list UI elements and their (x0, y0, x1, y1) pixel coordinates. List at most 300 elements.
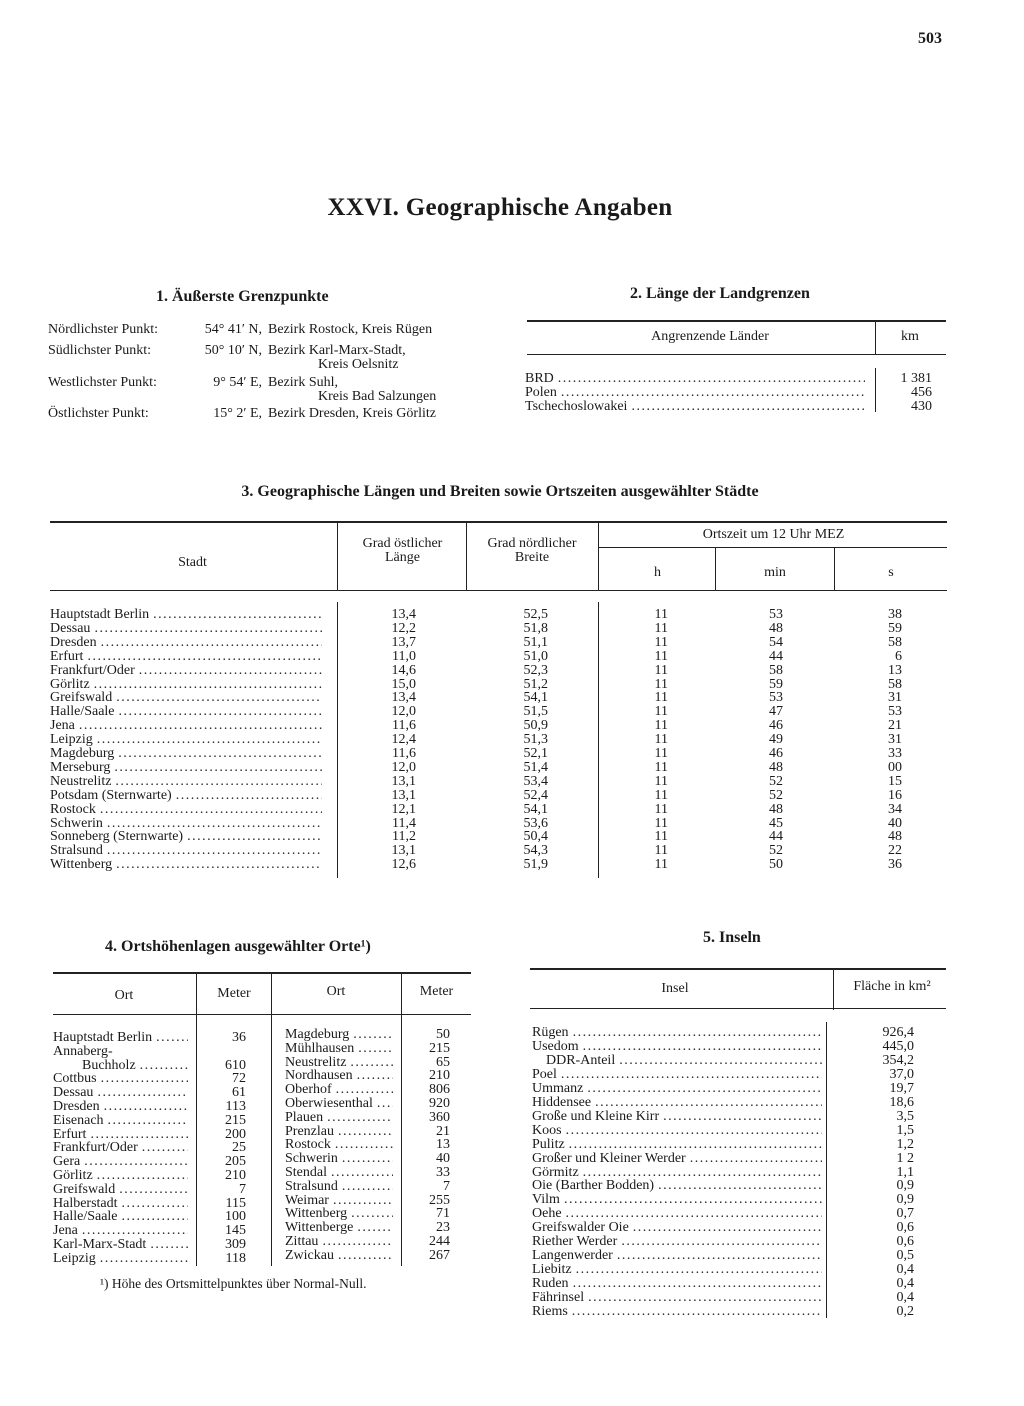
dot-leader (150, 1238, 188, 1252)
city-row-s: 58 (888, 634, 902, 650)
city-row-h: 11 (654, 787, 668, 803)
dot-leader (617, 1249, 822, 1263)
dot-leader (351, 1207, 393, 1221)
island-row-name-label: Greifswalder Oie (532, 1221, 629, 1236)
elevation-left-ort (53, 1128, 188, 1142)
city-row-lat: 50,9 (523, 718, 548, 734)
elevation-right-meter: 806 (429, 1082, 450, 1098)
dot-leader (118, 747, 322, 761)
city-row-name (50, 747, 322, 761)
dot-leader (338, 1249, 393, 1263)
city-row-h: 11 (654, 620, 668, 636)
section4-col-meter-left: Meter (217, 986, 251, 1001)
island-row-name-label: Usedom (532, 1039, 579, 1054)
extreme-point-place-sub: Kreis Oelsnitz (318, 357, 399, 372)
city-row-min: 53 (769, 690, 783, 706)
elevation-right-meter: 71 (436, 1206, 450, 1222)
dot-leader (187, 830, 322, 844)
elevation-left-meter: 36 (232, 1030, 246, 1045)
dot-leader (327, 1111, 393, 1125)
island-row-name-label: Riether Werder (532, 1235, 618, 1250)
city-row-h: 11 (654, 676, 668, 692)
elevation-right-ort (285, 1069, 393, 1083)
section4-top-rule (53, 972, 471, 974)
island-row-area: 0,2 (896, 1304, 914, 1319)
border-row-km: 456 (911, 385, 932, 400)
dot-leader (116, 691, 322, 705)
border-row-country-label: Tschechoslowakei (525, 400, 628, 414)
city-row-s: 58 (888, 676, 902, 692)
dot-leader (94, 622, 322, 636)
island-row-name (532, 1082, 822, 1096)
island-row-name-label: Fährinsel (532, 1291, 585, 1305)
city-row-lat: 54,1 (523, 690, 548, 706)
elevation-left-ort (53, 1252, 188, 1266)
dot-leader (108, 1114, 188, 1128)
dot-leader (156, 1031, 188, 1045)
elevation-right-ort-label: Oberwiesenthal (285, 1097, 373, 1111)
city-row-name-label: Wittenberg (50, 858, 113, 873)
island-row-area: 926,4 (882, 1025, 914, 1040)
island-row-area: 1,2 (896, 1136, 914, 1152)
section2-heading: 2. Länge der Landgrenzen (630, 285, 810, 302)
elevation-left-ort (53, 1114, 188, 1128)
city-row-name-label: Erfurt (50, 649, 84, 664)
elevation-right-meter: 65 (436, 1054, 450, 1070)
section3-col-s: s (888, 565, 894, 580)
elevation-right-ort (285, 1166, 393, 1180)
city-row-lon: 13,1 (391, 773, 416, 789)
island-row-area: 0,7 (896, 1206, 914, 1222)
island-row-area: 1 2 (896, 1150, 914, 1166)
city-row-h: 11 (654, 815, 668, 831)
city-row-name (50, 622, 322, 636)
elevation-right-ort-label: Zittau (285, 1235, 319, 1249)
island-row-area: 0,9 (896, 1178, 914, 1194)
elevation-right-ort-label: Zwickau (285, 1248, 334, 1263)
elevation-left-ort-label: Eisenach (53, 1113, 104, 1128)
elevation-left-ort (53, 1238, 188, 1252)
elevation-left-ort (53, 1183, 188, 1197)
island-row-name (532, 1193, 822, 1207)
city-row-s: 34 (888, 801, 902, 817)
island-row-name (532, 1277, 822, 1291)
island-row-name-label: Koos (532, 1123, 562, 1138)
elevation-right-ort (285, 1097, 393, 1111)
city-row-lat: 53,4 (523, 773, 548, 789)
dot-leader (377, 1097, 393, 1111)
elevation-left-ort-label: Frankfurt/Oder (53, 1141, 138, 1156)
city-row-name-label: Neustrelitz (50, 774, 112, 789)
city-row-name-label: Rostock (50, 802, 96, 817)
elevation-left-ort-label: Dresden (53, 1100, 100, 1114)
island-row-name (532, 1068, 822, 1082)
dot-leader (561, 386, 865, 400)
elevation-left-ort (53, 1155, 188, 1169)
extreme-point-place: Bezirk Dresden, Kreis Görlitz (268, 406, 436, 421)
city-row-lon: 11,2 (392, 829, 416, 845)
island-row-name (532, 1305, 822, 1319)
elevation-left-meter: 215 (225, 1112, 246, 1128)
city-row-name (50, 678, 322, 692)
dot-leader (122, 1210, 188, 1224)
city-row-lat: 52,5 (523, 607, 548, 622)
dot-leader (583, 1040, 822, 1054)
dot-leader (101, 1072, 188, 1086)
dot-leader (583, 1166, 822, 1180)
elevation-right-meter: 360 (429, 1109, 450, 1125)
elevation-left-meter: 7 (239, 1181, 246, 1197)
section3-top-rule (50, 521, 947, 523)
dot-leader (621, 1235, 822, 1249)
elevation-left-meter: 210 (225, 1168, 246, 1183)
city-row-min: 52 (769, 843, 783, 859)
city-row-h: 11 (654, 829, 668, 845)
city-row-name (50, 705, 322, 719)
city-row-h: 11 (654, 662, 668, 678)
city-row-min: 52 (769, 787, 783, 803)
city-row-h: 11 (654, 607, 668, 622)
city-row-name (50, 858, 322, 872)
elevation-left-meter: 115 (225, 1195, 246, 1211)
section2-body-divider (875, 368, 876, 412)
city-row-s: 16 (888, 787, 902, 803)
dot-leader (357, 1221, 393, 1235)
city-row-lat: 52,3 (523, 662, 548, 678)
city-row-min: 53 (769, 607, 783, 622)
city-row-min: 48 (769, 801, 783, 817)
dot-leader (140, 1059, 188, 1073)
island-row-name-label: Oie (Barther Bodden) (532, 1179, 655, 1194)
city-row-name-label: Merseburg (50, 760, 111, 775)
city-row-lat: 51,3 (523, 732, 548, 748)
elevation-left-ort (53, 1031, 188, 1045)
city-row-name-label: Dessau (50, 621, 91, 636)
city-row-s: 13 (888, 662, 902, 678)
elevation-right-ort-label: Weimar (285, 1193, 329, 1208)
border-row-country (525, 386, 865, 400)
island-row-name-label: Vilm (532, 1193, 560, 1208)
city-row-min: 45 (769, 815, 783, 831)
section3-div-5 (834, 548, 835, 590)
dot-leader (566, 1124, 822, 1138)
city-row-h: 11 (654, 746, 668, 761)
city-row-name-label: Stralsund (50, 844, 103, 859)
dot-leader (101, 636, 322, 650)
section3-div-4 (715, 548, 716, 590)
section4-col-meter-right: Meter (419, 984, 454, 999)
dot-leader (116, 858, 322, 872)
elevation-right-ort-label: Oberhof (285, 1083, 332, 1098)
dot-leader (561, 1068, 822, 1082)
city-row-name (50, 650, 322, 664)
elevation-right-ort (285, 1056, 393, 1070)
section3-body-div-1 (337, 602, 338, 878)
city-row-h: 11 (654, 732, 668, 748)
island-row-name-label: Oehe (532, 1207, 562, 1222)
city-row-min: 48 (769, 759, 783, 775)
section3-div-2 (466, 523, 467, 590)
city-row-min: 59 (769, 676, 783, 692)
island-row-name (532, 1207, 822, 1221)
city-row-min: 47 (769, 704, 783, 720)
section1-heading: 1. Äußerste Grenzpunkte (156, 288, 329, 305)
elevation-right-ort (285, 1194, 393, 1208)
extreme-point-place-sub: Kreis Bad Salzungen (318, 389, 437, 404)
island-row-name (532, 1124, 822, 1138)
island-row-name-label: Görmitz (532, 1165, 579, 1180)
city-row-name-label: Schwerin (50, 816, 103, 831)
city-row-lon: 12,0 (391, 759, 416, 775)
island-row-area: 0,5 (896, 1248, 914, 1264)
elevation-right-ort (285, 1138, 393, 1152)
section3-heading: 3. Geographische Längen und Breiten sowie Ortszeiten ausgewählter Städte (241, 483, 759, 500)
dot-leader (115, 775, 322, 789)
section3-col-lat: Grad nördlicher Breite (487, 536, 577, 565)
island-row-name-label: Riems (532, 1305, 568, 1319)
elevation-left-ort-label: Dessau (53, 1086, 94, 1101)
island-row-area: 445,0 (882, 1038, 914, 1054)
section5-col-flaeche: Fläche in km² (853, 979, 931, 994)
section3-col-min: min (764, 565, 786, 580)
city-row-lon: 12,0 (391, 704, 416, 720)
elevation-right-ort (285, 1028, 393, 1042)
section3-col-time: Ortszeit um 12 Uhr MEZ (702, 527, 845, 542)
elevation-left-ort-label: Cottbus (53, 1072, 97, 1087)
elevation-right-ort-label: Mühlhausen (285, 1041, 355, 1056)
city-row-name (50, 691, 322, 705)
island-row-area: 0,4 (896, 1262, 914, 1278)
section5-top-rule (530, 968, 946, 970)
city-row-name-label: Potsdam (Sternwarte) (50, 788, 172, 803)
section4-div-2 (271, 974, 272, 1266)
elevation-right-ort-label: Prenzlau (285, 1124, 334, 1139)
dot-leader (357, 1069, 393, 1083)
city-row-lon: 13,4 (391, 690, 416, 706)
city-row-name (50, 719, 322, 733)
elevation-left-ort (53, 1072, 188, 1086)
city-row-min: 46 (769, 718, 783, 734)
elevation-left-meter: 145 (225, 1223, 246, 1239)
elevation-right-ort (285, 1249, 393, 1263)
island-row-name-label: Liebitz (532, 1263, 572, 1278)
island-row-name-label: Langenwerder (532, 1249, 613, 1264)
elevation-right-ort (285, 1152, 393, 1166)
section4-col-ort-left: Ort (114, 988, 134, 1003)
dot-leader (564, 1193, 822, 1207)
island-row-name-label: DDR-Anteil (546, 1053, 616, 1068)
elevation-right-ort-label: Nordhausen (285, 1069, 353, 1084)
elevation-right-ort (285, 1207, 393, 1221)
elevation-left-ort-label: Erfurt (53, 1127, 87, 1142)
dot-leader (176, 789, 322, 803)
dot-leader (139, 664, 322, 678)
city-row-lon: 12,2 (391, 620, 416, 636)
city-row-name (50, 830, 322, 844)
dot-leader (122, 1197, 188, 1211)
section3-col-city: Stadt (178, 555, 207, 570)
dot-leader (587, 1082, 822, 1096)
elevation-left-meter: 61 (232, 1085, 246, 1101)
city-row-min: 49 (769, 732, 783, 748)
elevation-right-ort-label: Wittenberg (285, 1207, 348, 1222)
city-row-h: 11 (654, 648, 668, 664)
city-row-name-label: Jena (50, 719, 75, 734)
city-row-lat: 51,8 (523, 620, 548, 636)
island-row-area: 0,4 (896, 1290, 914, 1306)
city-row-s: 21 (888, 718, 902, 734)
elevation-left-meter: 72 (232, 1071, 246, 1087)
section2-col-km: km (901, 329, 919, 344)
border-row-country (525, 400, 865, 414)
elevation-left-ort-label: Görlitz (53, 1169, 93, 1183)
city-row-min: 54 (769, 634, 783, 650)
island-row-name (532, 1026, 822, 1040)
page-number: 503 (918, 30, 942, 47)
dot-leader (342, 1180, 393, 1194)
city-row-name (50, 844, 322, 858)
elevation-left-meter: 118 (225, 1250, 246, 1266)
city-row-s: 38 (888, 607, 902, 622)
section4-col-ort-right: Ort (326, 984, 346, 999)
island-row-name (532, 1235, 822, 1249)
elevation-left-ort-label: Halberstadt (53, 1196, 118, 1211)
city-row-s: 15 (888, 773, 902, 789)
elevation-left-ort (53, 1100, 188, 1114)
city-row-name-label: Halle/Saale (50, 705, 115, 720)
island-row-area: 0,6 (896, 1234, 914, 1250)
dot-leader (331, 1166, 393, 1180)
dot-leader (353, 1028, 393, 1042)
elevation-left-ort-label: Halle/Saale (53, 1210, 118, 1225)
city-row-lat: 54,1 (523, 801, 548, 817)
city-row-lon: 11,6 (392, 718, 416, 734)
elevation-right-meter: 244 (429, 1234, 450, 1249)
dot-leader (142, 1141, 188, 1155)
city-row-name-label: Greifswald (50, 691, 113, 706)
dot-leader (322, 1235, 393, 1249)
extreme-point-label: Nördlichster Punkt: (48, 322, 159, 337)
dot-leader (595, 1096, 822, 1110)
elevation-left-ort (53, 1197, 188, 1211)
city-row-name (50, 636, 322, 650)
extreme-point-coord: 15° 2′ E, (213, 406, 262, 421)
city-row-lon: 14,6 (391, 662, 416, 678)
island-row-area: 0,9 (896, 1192, 914, 1208)
section3-header-rule (50, 590, 947, 591)
dot-leader (573, 1026, 822, 1040)
elevation-right-ort-label: Wittenberge (285, 1221, 354, 1236)
island-row-area: 18,6 (889, 1094, 914, 1110)
section4-footnote: ¹) Höhe des Ortsmittelpunktes über Normal-Null. (100, 1276, 367, 1291)
city-row-lat: 54,3 (523, 843, 548, 859)
island-row-name-label: Hiddensee (532, 1095, 592, 1110)
city-row-lon: 11,4 (392, 815, 416, 831)
elevation-right-meter: 267 (429, 1247, 450, 1263)
dot-leader (333, 1194, 393, 1208)
city-row-s: 22 (888, 843, 902, 859)
elevation-right-meter: 920 (429, 1096, 450, 1111)
elevation-right-meter: 50 (436, 1027, 450, 1042)
elevation-left-meter: 113 (225, 1099, 246, 1114)
dot-leader (84, 1155, 188, 1169)
elevation-left-meter: 309 (225, 1237, 246, 1252)
city-row-lon: 13,7 (391, 634, 416, 650)
dot-leader (633, 1221, 822, 1235)
extreme-point-coord: 50° 10′ N, (204, 343, 262, 358)
city-row-name (50, 803, 322, 817)
section3-col-lon: Grad östlicher Länge (362, 536, 443, 565)
city-row-lon: 11,0 (392, 648, 416, 664)
extreme-point-place: Bezirk Rostock, Kreis Rügen (268, 322, 433, 337)
dot-leader (619, 1054, 822, 1068)
section4-div-1 (196, 974, 197, 1266)
section3-body-div-3 (598, 602, 599, 878)
city-row-lat: 53,6 (523, 815, 548, 831)
elevation-right-ort-label: Rostock (285, 1138, 331, 1153)
island-row-name (532, 1166, 822, 1180)
dot-leader (90, 1128, 188, 1142)
dot-leader (663, 1110, 822, 1124)
elevation-right-ort-label: Magdeburg (285, 1028, 350, 1042)
city-row-min: 58 (769, 662, 783, 678)
section5-header-rule (530, 1008, 946, 1009)
island-row-area: 1,1 (896, 1164, 914, 1180)
city-row-s: 31 (888, 690, 902, 706)
dot-leader (107, 817, 322, 831)
dot-leader (79, 719, 322, 733)
city-row-s: 00 (888, 759, 902, 775)
elevation-right-ort (285, 1221, 393, 1235)
elevation-right-ort (285, 1083, 393, 1097)
island-row-name-label: Ruden (532, 1277, 569, 1291)
dot-leader (97, 733, 322, 747)
dot-leader (588, 1291, 822, 1305)
elevation-left-ort-label: Jena (53, 1224, 78, 1239)
city-row-lon: 12,1 (391, 801, 416, 817)
island-row-area: 3,5 (896, 1108, 914, 1124)
dot-leader (114, 761, 322, 775)
city-row-name-label: Hauptstadt Berlin (50, 608, 150, 622)
extreme-point-coord: 9° 54′ E, (213, 375, 262, 390)
city-row-s: 36 (888, 857, 902, 873)
section3-time-rule (599, 547, 947, 548)
section3-div-1 (337, 523, 338, 590)
city-row-name (50, 733, 322, 747)
elevation-right-meter: 255 (429, 1192, 450, 1208)
city-row-lat: 51,5 (523, 704, 548, 720)
island-row-name-label: Pulitz (532, 1137, 565, 1152)
extreme-point-label: Südlichster Punkt: (48, 343, 152, 358)
dot-leader (336, 1083, 393, 1097)
dot-leader (658, 1179, 822, 1193)
dot-leader (94, 678, 322, 692)
extreme-point-label: Westlichster Punkt: (48, 375, 157, 390)
elevation-left-ort (53, 1141, 188, 1155)
city-row-min: 46 (769, 746, 783, 761)
island-row-name (532, 1110, 822, 1124)
elevation-left-ort (53, 1086, 188, 1100)
city-row-s: 40 (888, 815, 902, 831)
city-row-lat: 50,4 (523, 829, 548, 845)
border-row-km: 1 381 (900, 371, 932, 386)
dot-leader (107, 844, 322, 858)
city-row-s: 59 (888, 620, 902, 636)
city-row-min: 44 (769, 829, 783, 845)
dot-leader (631, 400, 865, 414)
section2-col-divider (875, 322, 876, 354)
city-row-lon: 13,1 (391, 843, 416, 859)
